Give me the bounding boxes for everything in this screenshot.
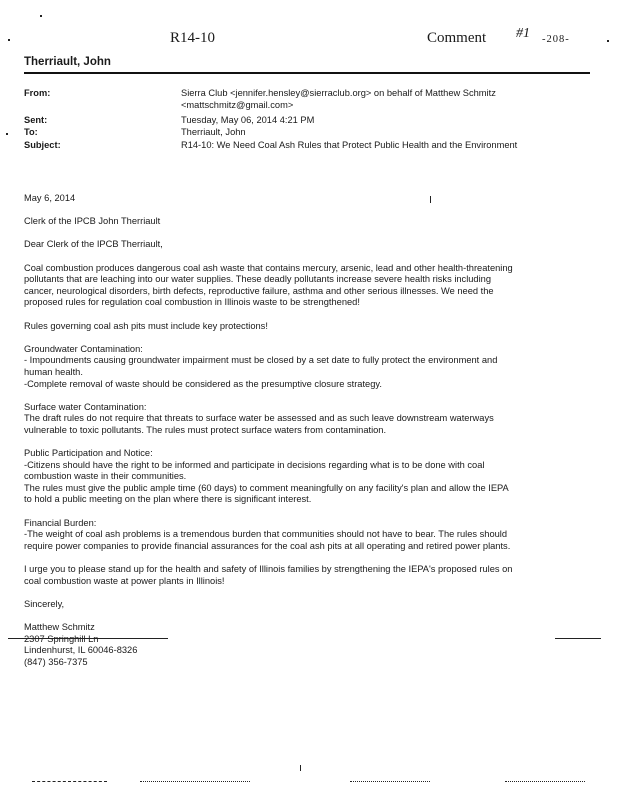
financial-section (24, 518, 584, 553)
sent-value: Tuesday, May 06, 2014 4:21 PM (181, 115, 315, 125)
scan-underline-right (555, 638, 601, 639)
paragraph-line: -Complete removal of waste should be considered as the presumptive closure strategy. (24, 378, 382, 389)
scan-speck (6, 133, 8, 135)
section-heading: Surface water Contamination: (24, 401, 147, 412)
paragraph-line: human health. (24, 366, 83, 377)
sent-label: Sent: (24, 115, 48, 125)
from-value-line-2: <mattschmitz@gmail.com> (181, 100, 294, 110)
urge-paragraph (24, 564, 584, 587)
comment-label: Comment (427, 30, 487, 46)
scan-speck (40, 15, 42, 17)
letter-salutation: Dear Clerk of the IPCB Therriault, (24, 239, 163, 250)
scan-bottom-mark (140, 781, 250, 782)
paragraph-line: to hold a public meeting on the plan where there is significant interest. (24, 494, 312, 505)
paragraph-line: cancer, neurological disorders, birth defects, reproductive failure, asthma and other serious illnesses. We need the (24, 285, 494, 296)
paragraph-line: pollutants that are leaching into our water supplies. These deadly pollutants increase severe health risks including (24, 274, 492, 285)
scan-bottom-mark (32, 781, 107, 782)
scan-speck (8, 39, 10, 41)
from-value-line-1: Sierra Club <jennifer.hensley@sierraclub.org> on behalf of Matthew Schmitz (181, 88, 496, 98)
from-label: From: (24, 88, 51, 98)
scan-speck (607, 40, 609, 42)
scan-speck (300, 765, 301, 771)
letter-date: May 6, 2014 (24, 193, 76, 203)
paragraph-line: vulnerable to toxic pollutants. The rules must protect surface waters from contamination. (24, 424, 387, 435)
letter-addressee: Clerk of the IPCB John Therriault (24, 216, 161, 227)
groundwater-section (24, 344, 584, 390)
section-heading: Groundwater Contamination: (24, 343, 143, 354)
email-body (24, 193, 584, 668)
signer-city: Lindenhurst, IL 60046-8326 (24, 645, 138, 656)
paragraph-line: The draft rules do not require that threats to surface water be assessed and as such leave downstream waterways (24, 413, 494, 424)
mailbox-owner: Therriault, John (24, 56, 111, 68)
signature-block (24, 622, 584, 668)
paragraph-line: The rules must give the public ample time (60 days) to comment meaningfully on any facility's plan and allow the IEPA (24, 482, 509, 493)
scan-underline-left (8, 638, 168, 639)
section-heading: Public Participation and Notice: (24, 448, 153, 459)
paragraph-line: Coal combustion produces dangerous coal ash waste that contains mercury, arsenic, lead and other health-threatening (24, 262, 513, 273)
section-heading: Financial Burden: (24, 517, 97, 528)
header-divider (24, 72, 590, 74)
paragraph-line: I urge you to please stand up for the health and safety of Illinois families by strengthening the IEPA's proposed rules on (24, 564, 513, 574)
scan-bottom-mark (350, 781, 430, 782)
letter-closing: Sincerely, (24, 598, 65, 609)
paragraph-line: combustion waste in their communities. (24, 471, 187, 482)
handwritten-comment-number: #1 (516, 26, 530, 41)
signer-name: Matthew Schmitz (24, 621, 95, 632)
paragraph-line: - Impoundments causing groundwater impairment must be closed by a set date to fully protect the environment and (24, 355, 498, 366)
subject-value: R14-10: We Need Coal Ash Rules that Protect Public Health and the Environment (181, 140, 518, 150)
paragraph-line: -Citizens should have the right to be informed and participate in decisions regarding what is to be done with coal (24, 459, 485, 470)
paragraph-line: proposed rules for regulation coal combustion in Illinois waste to be strengthened! (24, 297, 360, 308)
subject-label: Subject: (24, 140, 61, 150)
intro-paragraph (24, 263, 584, 309)
paragraph-line: -The weight of coal ash problems is a tremendous burden that communities should not have to bear. The rules should (24, 529, 508, 540)
to-value: Therriault, John (181, 127, 246, 137)
participation-section (24, 448, 584, 506)
comment-suffix-stamp: -208- (542, 34, 570, 45)
paragraph-line: coal combustion waste at power plants in Illinois! (24, 575, 225, 586)
docket-number: R14-10 (170, 30, 215, 46)
rules-intro: Rules governing coal ash pits must include key protections! (24, 320, 268, 331)
signer-street: 2307 Springhill Ln (24, 633, 99, 644)
paragraph-line: require power companies to provide financial assurances for the coal ash pits at all operating and retired power plants. (24, 540, 511, 551)
surface-water-section (24, 402, 584, 437)
scan-bottom-mark (505, 781, 585, 782)
signer-phone: (847) 356-7375 (24, 656, 88, 667)
to-label: To: (24, 127, 38, 137)
